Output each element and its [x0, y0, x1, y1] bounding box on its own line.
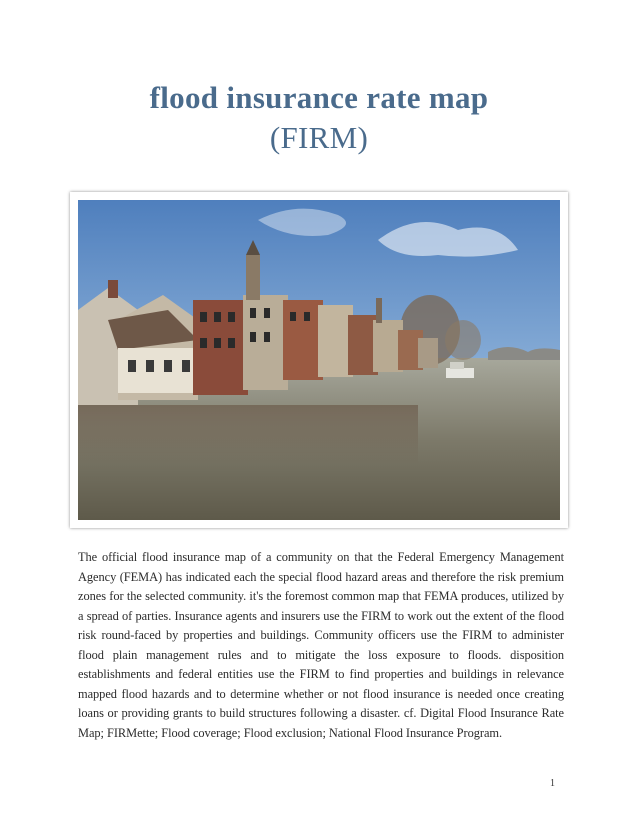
page-title [0, 78, 638, 158]
boat [446, 368, 474, 378]
flood-photo-frame [70, 192, 568, 528]
reflections [78, 405, 418, 465]
title-line-2: (FIRM) [269, 120, 369, 155]
body-paragraph: The official flood insurance map of a community on that the Federal Emergency Management Agency (FEMA) has indicated each the special flood hazard areas and therefore the risk premium zones for the selected community. it's the foremost common map that FEMA produces, utilized by a spread of parties. Insurance agents and insurers use the FIRM to work out the extent of the flood risk round-faced by properties and buildings. Community officers use the FIRM to administer flood plain management rules and to mitigate the loss exposure to floods. disposition establishments and federal entities use the FIRM to find properties and buildings in relevance mapped flood hazards and to determine whether or not flood insurance is needed once creating loans or providing grants to build structures following a disaster. cf. Digital Flood Insurance Rate Map; FIRMette; Flood coverage; Flood exclusion; National Flood Insurance Program. [78, 550, 564, 740]
flood-photo [78, 200, 560, 520]
title-line-1: flood insurance rate map [149, 80, 489, 115]
page-number: 1 [550, 778, 555, 789]
